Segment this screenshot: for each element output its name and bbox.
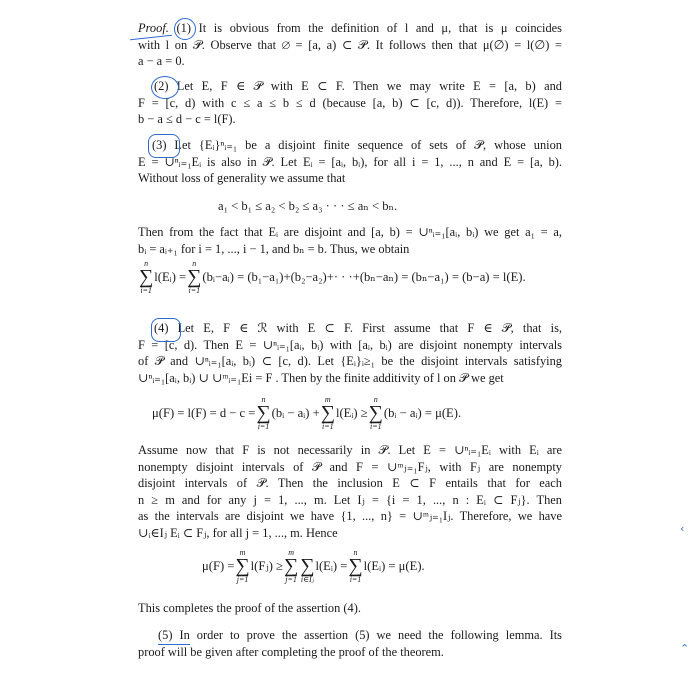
sum-symbol: n ∑ i=1 bbox=[368, 395, 383, 431]
sum-symbol: m ∑ i=1 bbox=[320, 395, 335, 431]
sum-symbol: ∑ i∈Iⱼ bbox=[300, 555, 315, 584]
equation-final bbox=[202, 548, 425, 584]
paragraph-6 bbox=[138, 600, 562, 617]
text-line: bᵢ = aᵢ₊₁ for i = 1, ..., i − 1, and bₙ = b. Thus, we obtain bbox=[138, 241, 410, 256]
sum-symbol: m ∑ j=1 bbox=[283, 548, 299, 584]
paragraph-1 bbox=[138, 20, 562, 70]
sum-symbol: n ∑ i=1 bbox=[348, 548, 363, 584]
paragraph-7 bbox=[138, 627, 562, 660]
text-line: ∪ᵢ∈Iⱼ Eᵢ ⊂ Fⱼ, for all j = 1, ..., m. Hence bbox=[138, 525, 338, 540]
text-line: a − a = 0. bbox=[138, 54, 185, 69]
paragraph-3 bbox=[138, 137, 562, 187]
chevron-left-icon[interactable]: ‹ bbox=[680, 522, 685, 535]
equation-additivity bbox=[152, 395, 461, 431]
equation-term: l(Eᵢ) = bbox=[315, 558, 348, 573]
text-line: ∪ⁿᵢ₌₁[aᵢ, bᵢ) ∪ ∪ᵐᵢ₌₁Ei = F . Then by the finite additivity of l on 𝒫 we get bbox=[138, 370, 504, 385]
circle-annotation-4 bbox=[151, 318, 181, 342]
equation-term: (bᵢ−aᵢ) = (b₁−a₁)+(b₂−a₂)+· · ·+(bₙ−aₙ) = (bₙ−a₁) = (b−a) = l(E). bbox=[202, 270, 526, 284]
text-line: F = [c, d). Then E = ∪ⁿᵢ₌₁[aᵢ, bᵢ) with [aᵢ, bᵢ) are disjoint nonempty intervals bbox=[138, 337, 562, 352]
chevron-up-icon[interactable]: ⌃ bbox=[680, 642, 690, 655]
equation-term: (bᵢ − aᵢ) = μ(E). bbox=[383, 405, 462, 420]
sum-symbol: n ∑ i=1 bbox=[139, 259, 154, 295]
text-line: b − a ≤ d − c = l(F). bbox=[138, 112, 236, 127]
equation-term: l(Fⱼ) ≥ bbox=[250, 559, 283, 573]
equation-term: (bᵢ − aᵢ) + bbox=[271, 405, 320, 420]
paragraph-2 bbox=[138, 78, 562, 128]
circle-annotation-1 bbox=[174, 18, 196, 40]
equation-term: l(Eᵢ) = μ(E). bbox=[363, 558, 425, 573]
text-line: E = ∪ⁿᵢ₌₁Eᵢ is also in 𝒫. Let Eᵢ = [aᵢ, bᵢ), for all i = 1, ..., n and E = [a, b). bbox=[138, 154, 562, 169]
text-line: This completes the proof of the assertion (4). bbox=[138, 601, 361, 615]
equation-term: μ(F) = bbox=[202, 558, 235, 573]
text-line: n ≥ m and for any j = 1, ..., m. Let Iⱼ = {i = 1, ..., n : Eᵢ ⊂ Fⱼ}. Then bbox=[138, 492, 562, 507]
equation-length-sum bbox=[138, 259, 526, 295]
text-line: Then from the fact that Eᵢ are disjoint and [a, b) = ∪ⁿᵢ₌₁[aᵢ, bᵢ) we get a₁ = a, bbox=[138, 225, 562, 239]
text-line: disjoint intervals of 𝒫. Then the inclusion E ⊂ F entails that for each bbox=[138, 476, 562, 491]
text-line: Proof. (1) It is obvious from the definition of l and μ, that is μ coincides bbox=[138, 21, 562, 35]
proof-heading: Proof. bbox=[138, 21, 169, 35]
text-line: (5) In order to prove the assertion (5) we need the following lemma. Its bbox=[158, 628, 562, 642]
text-line: Assume now that F is not necessarily in 𝒫. Let E = ∪ⁿᵢ₌₁Eᵢ with Eᵢ are bbox=[138, 443, 562, 457]
equation-ordering: a₁ < b₁ ≤ a₂ < b₂ ≤ a₃ · · · ≤ aₙ < bₙ. bbox=[218, 199, 398, 213]
sum-symbol: n ∑ i=1 bbox=[187, 259, 202, 295]
text-line: proof will be given after completing the proof of the theorem. bbox=[138, 644, 444, 659]
circle-annotation-2 bbox=[151, 76, 179, 99]
underline-annotation-5 bbox=[158, 644, 190, 645]
text-line: (4) Let E, F ∈ ℛ with E ⊂ F. First assume that F ∈ 𝒫, that is, bbox=[154, 321, 562, 335]
text-line: (2) Let E, F ∈ 𝒫 with E ⊂ F. Then we may write E = [a, b) and bbox=[154, 79, 562, 93]
text-line: of 𝒫 and ∪ⁿᵢ₌₁[aᵢ, bᵢ) ⊂ [c, d). Let {Eᵢ}ᵢ≥₁ be the disjoint intervals satisfying bbox=[138, 354, 562, 369]
paragraph-3b bbox=[138, 224, 562, 257]
text-line: F = [c, d) with c ≤ a ≤ b ≤ d (because [a, b) ⊂ [c, d)). Therefore, l(E) = bbox=[138, 95, 562, 110]
equation-term: l(Eᵢ) ≥ bbox=[335, 405, 368, 420]
sum-symbol: m ∑ j=1 bbox=[235, 548, 250, 584]
circle-annotation-3 bbox=[148, 134, 180, 158]
text-line: as the intervals are disjoint we have {1, ..., n} = ∪ᵐⱼ₌₁Iⱼ. Therefore, we have bbox=[138, 509, 562, 524]
equation-term: l(Eᵢ) = bbox=[154, 269, 187, 284]
equation-term: μ(F) = l(F) = d − c = bbox=[152, 405, 256, 420]
sum-symbol: n ∑ i=1 bbox=[256, 395, 271, 431]
text-line: (3) Let {Eᵢ}ⁿᵢ₌₁ be a disjoint finite sequence of sets of 𝒫, whose union bbox=[152, 138, 562, 152]
text-line: with l on 𝒫. Observe that ∅ = [a, a) ⊂ 𝒫. It follows then that μ(∅) = l(∅) = bbox=[138, 37, 562, 52]
text-line: Without loss of generality we assume that bbox=[138, 171, 346, 186]
text-line: nonempty disjoint intervals of 𝒫 and F = ∪ᵐⱼ₌₁Fⱼ, with Fⱼ are nonempty bbox=[138, 459, 562, 474]
paragraph-5 bbox=[138, 442, 562, 542]
paragraph-4 bbox=[138, 320, 562, 386]
